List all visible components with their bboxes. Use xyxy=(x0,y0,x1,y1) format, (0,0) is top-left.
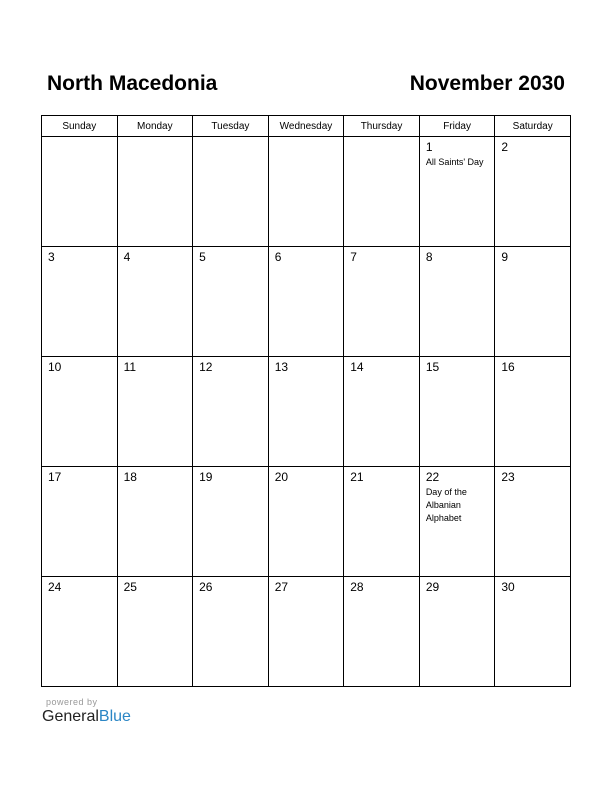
day-number: 26 xyxy=(199,580,213,594)
day-number: 21 xyxy=(350,470,364,484)
day-cell xyxy=(42,137,118,247)
day-number: 16 xyxy=(501,360,515,374)
day-cell xyxy=(268,467,344,577)
week-row xyxy=(42,577,571,687)
day-cell xyxy=(419,137,495,247)
week-row xyxy=(42,357,571,467)
day-number: 19 xyxy=(199,470,213,484)
weekday-wednesday: Wednesday xyxy=(268,116,344,137)
day-number: 23 xyxy=(501,470,515,484)
weekday-thursday: Thursday xyxy=(344,116,420,137)
day-cell xyxy=(495,247,571,357)
day-number: 30 xyxy=(501,580,515,594)
day-cell xyxy=(193,357,269,467)
day-cell xyxy=(344,357,420,467)
day-number: 10 xyxy=(48,360,62,374)
calendar-grid xyxy=(41,115,571,687)
day-cell xyxy=(193,467,269,577)
day-cell xyxy=(419,467,495,577)
weekday-tuesday: Tuesday xyxy=(193,116,269,137)
day-cell xyxy=(495,577,571,687)
day-number: 9 xyxy=(501,250,509,264)
day-number: 27 xyxy=(274,580,289,594)
day-cell xyxy=(344,137,420,247)
day-number: 4 xyxy=(123,250,131,264)
day-number: 14 xyxy=(350,360,364,374)
month-year-title: November 2030 xyxy=(409,72,565,95)
week-row xyxy=(42,247,571,357)
day-number: 18 xyxy=(123,470,137,484)
day-number: 3 xyxy=(48,250,55,264)
day-cell xyxy=(419,247,495,357)
day-cell xyxy=(42,577,118,687)
day-number: 8 xyxy=(425,250,433,264)
day-number: 28 xyxy=(350,580,364,594)
day-number: 7 xyxy=(350,250,357,264)
day-cell xyxy=(42,467,118,577)
day-number: 17 xyxy=(48,470,62,484)
holiday-label: Day of the Albanian Alphabet xyxy=(425,487,467,523)
day-number: 2 xyxy=(501,140,509,154)
weekday-saturday: Saturday xyxy=(495,116,571,137)
day-cell xyxy=(193,247,269,357)
day-cell xyxy=(268,577,344,687)
country-title: North Macedonia xyxy=(47,72,218,95)
holiday-label: All Saints' Day xyxy=(425,157,484,167)
weekday-monday: Monday xyxy=(117,116,193,137)
day-cell xyxy=(117,577,193,687)
day-number: 29 xyxy=(425,580,440,594)
generalblue-logo xyxy=(42,708,131,726)
day-cell xyxy=(268,137,344,247)
week-row xyxy=(42,137,571,247)
brand-general-text: General xyxy=(42,708,99,725)
weekday-header-row xyxy=(42,116,571,137)
powered-by-text: powered by xyxy=(46,697,98,707)
brand-blue-text: Blue xyxy=(98,708,131,725)
day-cell xyxy=(42,357,118,467)
day-number: 6 xyxy=(274,250,282,264)
day-cell xyxy=(193,137,269,247)
day-cell xyxy=(117,467,193,577)
day-cell xyxy=(193,577,269,687)
day-cell xyxy=(117,137,193,247)
day-number: 20 xyxy=(274,470,289,484)
day-cell xyxy=(419,357,495,467)
day-cell xyxy=(344,247,420,357)
day-number: 1 xyxy=(425,140,433,154)
day-cell xyxy=(344,467,420,577)
weekday-sunday: Sunday xyxy=(42,116,118,137)
day-cell xyxy=(495,357,571,467)
day-number: 11 xyxy=(123,360,137,374)
day-number: 24 xyxy=(48,580,62,594)
day-cell xyxy=(344,577,420,687)
weekday-friday: Friday xyxy=(419,116,495,137)
day-cell xyxy=(117,357,193,467)
day-number: 15 xyxy=(425,360,440,374)
day-number: 12 xyxy=(199,360,213,374)
day-cell xyxy=(419,577,495,687)
day-cell xyxy=(268,247,344,357)
day-number: 5 xyxy=(199,250,206,264)
day-number: 25 xyxy=(123,580,137,594)
day-cell xyxy=(117,247,193,357)
day-cell xyxy=(268,357,344,467)
day-cell xyxy=(495,137,571,247)
day-number: 22 xyxy=(425,470,440,484)
day-cell xyxy=(495,467,571,577)
week-row xyxy=(42,467,571,577)
day-cell xyxy=(42,247,118,357)
day-number: 13 xyxy=(274,360,289,374)
